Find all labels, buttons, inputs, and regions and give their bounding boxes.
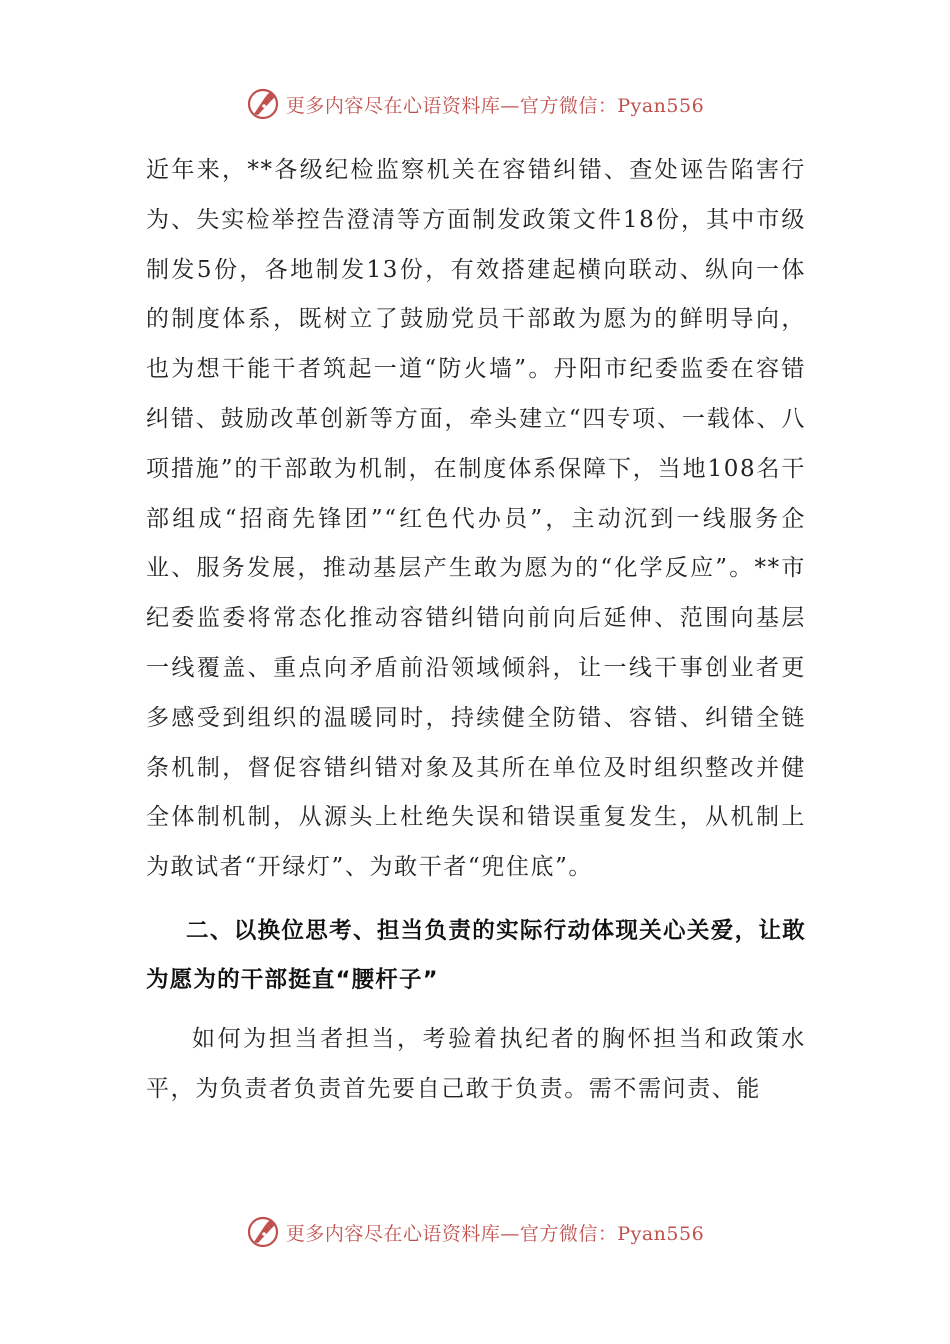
body-paragraph: 近年来，**各级纪检监察机关在容错纠错、查处诬告陷害行为、失实检举控告澄清等方面制发政策文件18份，其中市级制发5份，各地制发13份，有效搭建起横向联动、纵向一体的制度体系，既树立了鼓励党员干部敢为愿为的鲜明导向，也为想干能干者筑起一道“防火墙”。丹阳市纪委监委在容错纠错、鼓励改革创新等方面，牵头建立“四专项、一载体、八项措施”的干部敢为机制，在制度体系保障下，当地108名干部组成“招商先锋团”“红色代办员”，主动沉到一线服务企业、服务发展，推动基层产生敢为愿为的“化学反应”。**市纪委监委将常态化推动容错纠错向前向后延伸、范围向基层一线覆盖、重点向矛盾前沿领域倾斜，让一线干事创业者更多感受到组织的温暖同时，持续健全防错、容错、纠错全链条机制，督促容错纠错对象及其所在单位及时组织整改并健全体制机制，从源头上杜绝失误和错误重复发生，从机制上为敢试者“开绿灯”、为敢干者“兜住底”。 [146, 157, 806, 881]
watermark-text: 更多内容尽在心语资料库—官方微信：Pyan556 [285, 1222, 705, 1245]
pen-nib-logo-icon [246, 87, 280, 121]
watermark-footer [0, 1212, 950, 1252]
body-paragraph: 如何为担当者担当，考验着执纪者的胸怀担当和政策水平，为负责者负责首先要自己敢于负责。需不需问责、能 [146, 1025, 806, 1102]
document-body [146, 146, 806, 1115]
watermark-header [0, 84, 950, 124]
section-heading: 二、以换位思考、担当负责的实际行动体现关心关爱，让敢为愿为的干部挺直“腰杆子” [146, 917, 806, 993]
watermark-text: 更多内容尽在心语资料库—官方微信：Pyan556 [285, 94, 705, 117]
pen-nib-logo-icon [246, 1215, 280, 1249]
